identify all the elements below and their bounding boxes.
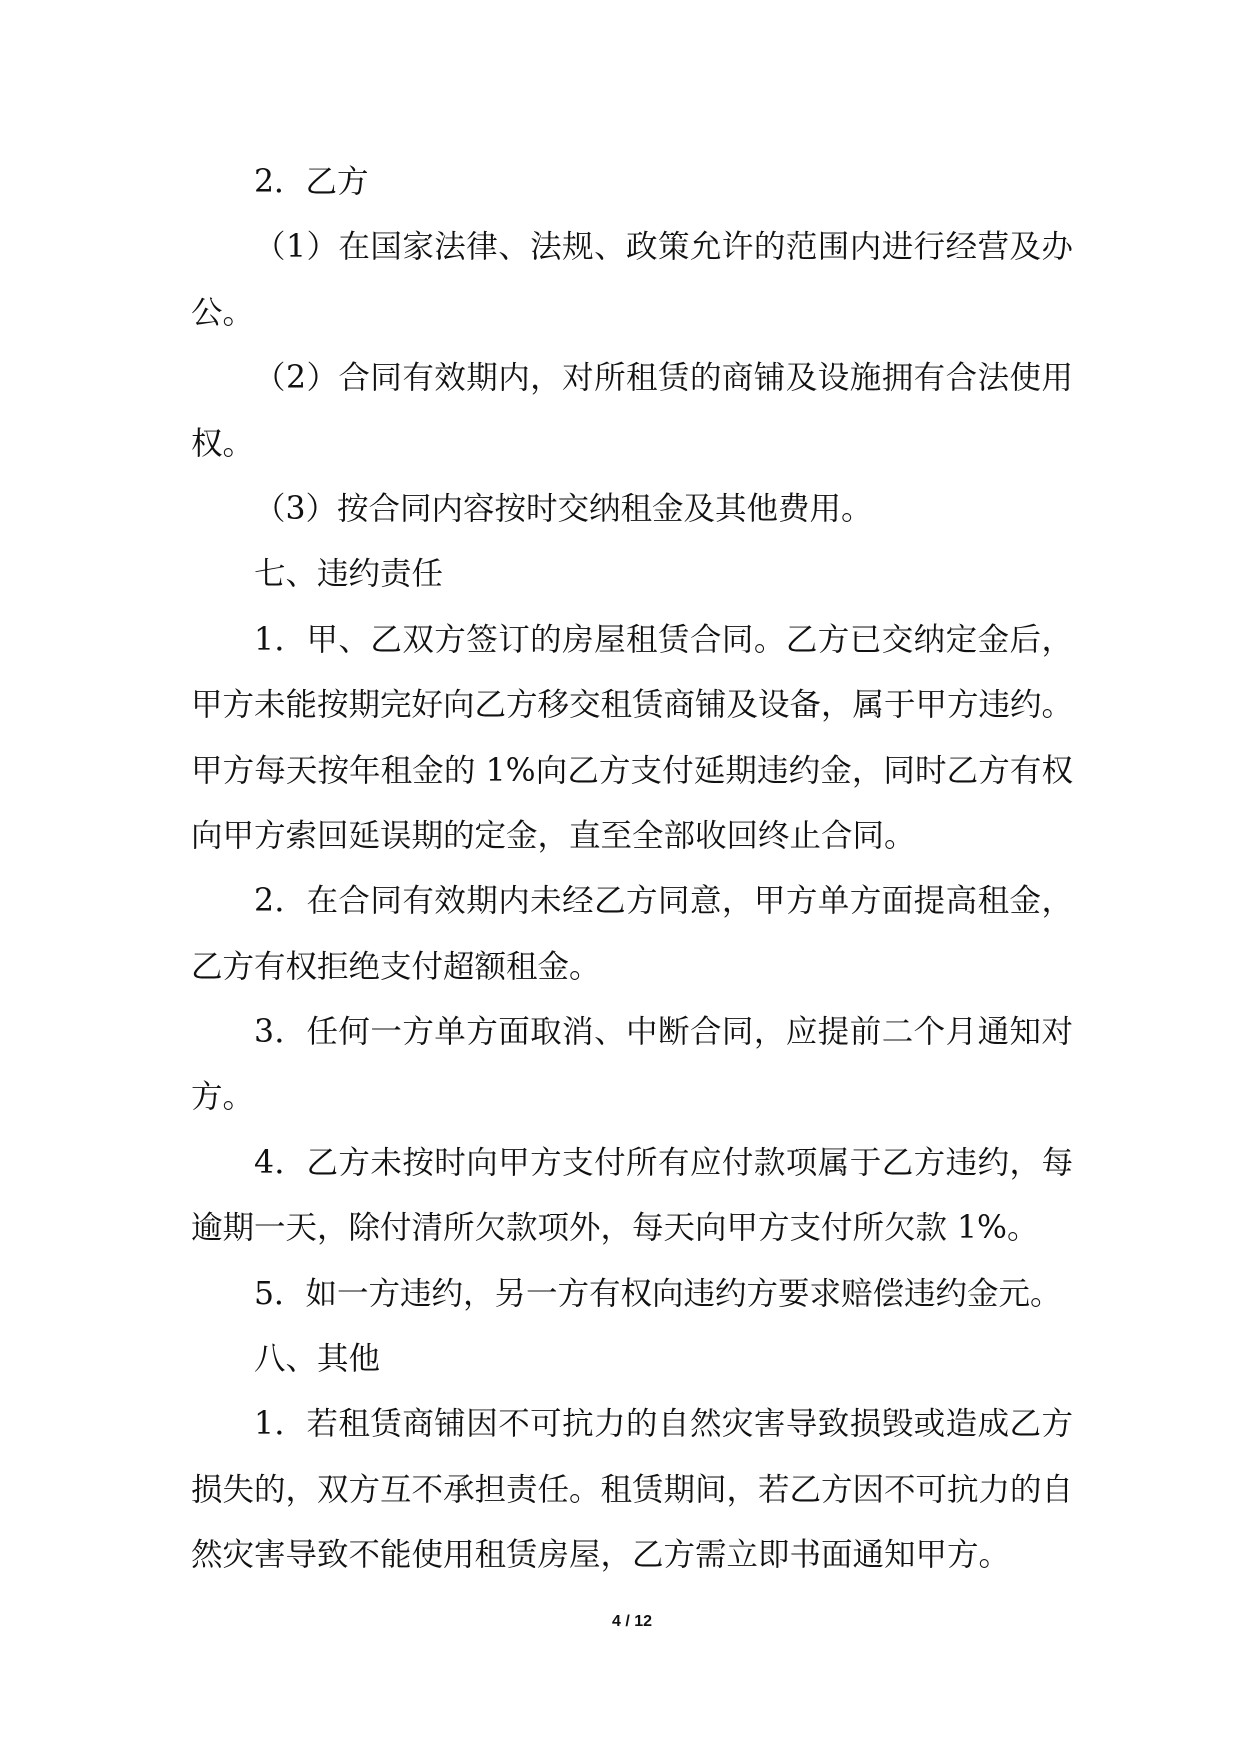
text-line: 损失的，双方互不承担责任。租赁期间，若乙方因不可抗力的自 <box>191 1471 1074 1508</box>
text-line: 向甲方索回延误期的定金，直至全部收回终止合同。 <box>191 817 916 854</box>
paragraph-other-clause-1 <box>191 1392 1073 1588</box>
paragraph-item-3 <box>191 477 1073 542</box>
paragraph-item-1 <box>191 215 1073 346</box>
text-line: （1）在国家法律、法规、政策允许的范围内进行经营及办 <box>254 229 1073 266</box>
text-line: 2．在合同有效期内未经乙方同意，甲方单方面提高租金， <box>254 883 1073 920</box>
text-line: 公。 <box>191 294 255 331</box>
page-number: 4 / 12 <box>611 1613 653 1630</box>
text-line: 权。 <box>191 425 255 462</box>
text-line: 方。 <box>191 1079 255 1116</box>
paragraph-clause-3 <box>191 1000 1073 1131</box>
text-line: 乙方有权拒绝支付超额租金。 <box>191 948 601 985</box>
text-line: 2．乙方 <box>254 164 369 200</box>
paragraph-clause-2 <box>191 869 1073 1000</box>
paragraph-item-2 <box>191 346 1073 477</box>
text-line: 3．任何一方单方面取消、中断合同，应提前二个月通知对 <box>254 1014 1073 1051</box>
text-line: （2）合同有效期内，对所租赁的商铺及设施拥有合法使用 <box>254 360 1073 397</box>
text-line: 然灾害导致不能使用租赁房屋，乙方需立即书面通知甲方。 <box>191 1537 1011 1574</box>
text-line: 逾期一天，除付清所欠款项外，每天向甲方支付所欠款 1%。 <box>191 1210 1039 1247</box>
subsection-heading-party-b <box>191 150 1073 215</box>
text-line: 1．甲、乙双方签订的房屋租赁合同。乙方已交纳定金后， <box>254 621 1073 658</box>
paragraph-clause-4 <box>191 1131 1073 1262</box>
section-heading-breach-liability <box>191 542 1073 607</box>
text-line: 甲方每天按年租金的 1%向乙方支付延期违约金，同时乙方有权 <box>191 752 1073 789</box>
text-line: 4．乙方未按时向甲方支付所有应付款项属于乙方违约，每 <box>254 1144 1073 1181</box>
paragraph-clause-5 <box>191 1262 1073 1327</box>
section-heading-other <box>191 1327 1073 1392</box>
document-body <box>191 150 1073 1589</box>
text-line: 八、其他 <box>254 1341 381 1378</box>
text-line: 1．若租赁商铺因不可抗力的自然灾害导致损毁或造成乙方 <box>254 1406 1073 1443</box>
text-line: 七、违约责任 <box>254 556 444 593</box>
paragraph-clause-1 <box>191 608 1073 870</box>
text-line: 甲方未能按期完好向乙方移交租赁商铺及设备，属于甲方违约。 <box>191 687 1074 724</box>
text-line: 5．如一方违约，另一方有权向违约方要求赔偿违约金元。 <box>254 1275 1062 1312</box>
text-line: （3）按合同内容按时交纳租金及其他费用。 <box>254 490 873 527</box>
